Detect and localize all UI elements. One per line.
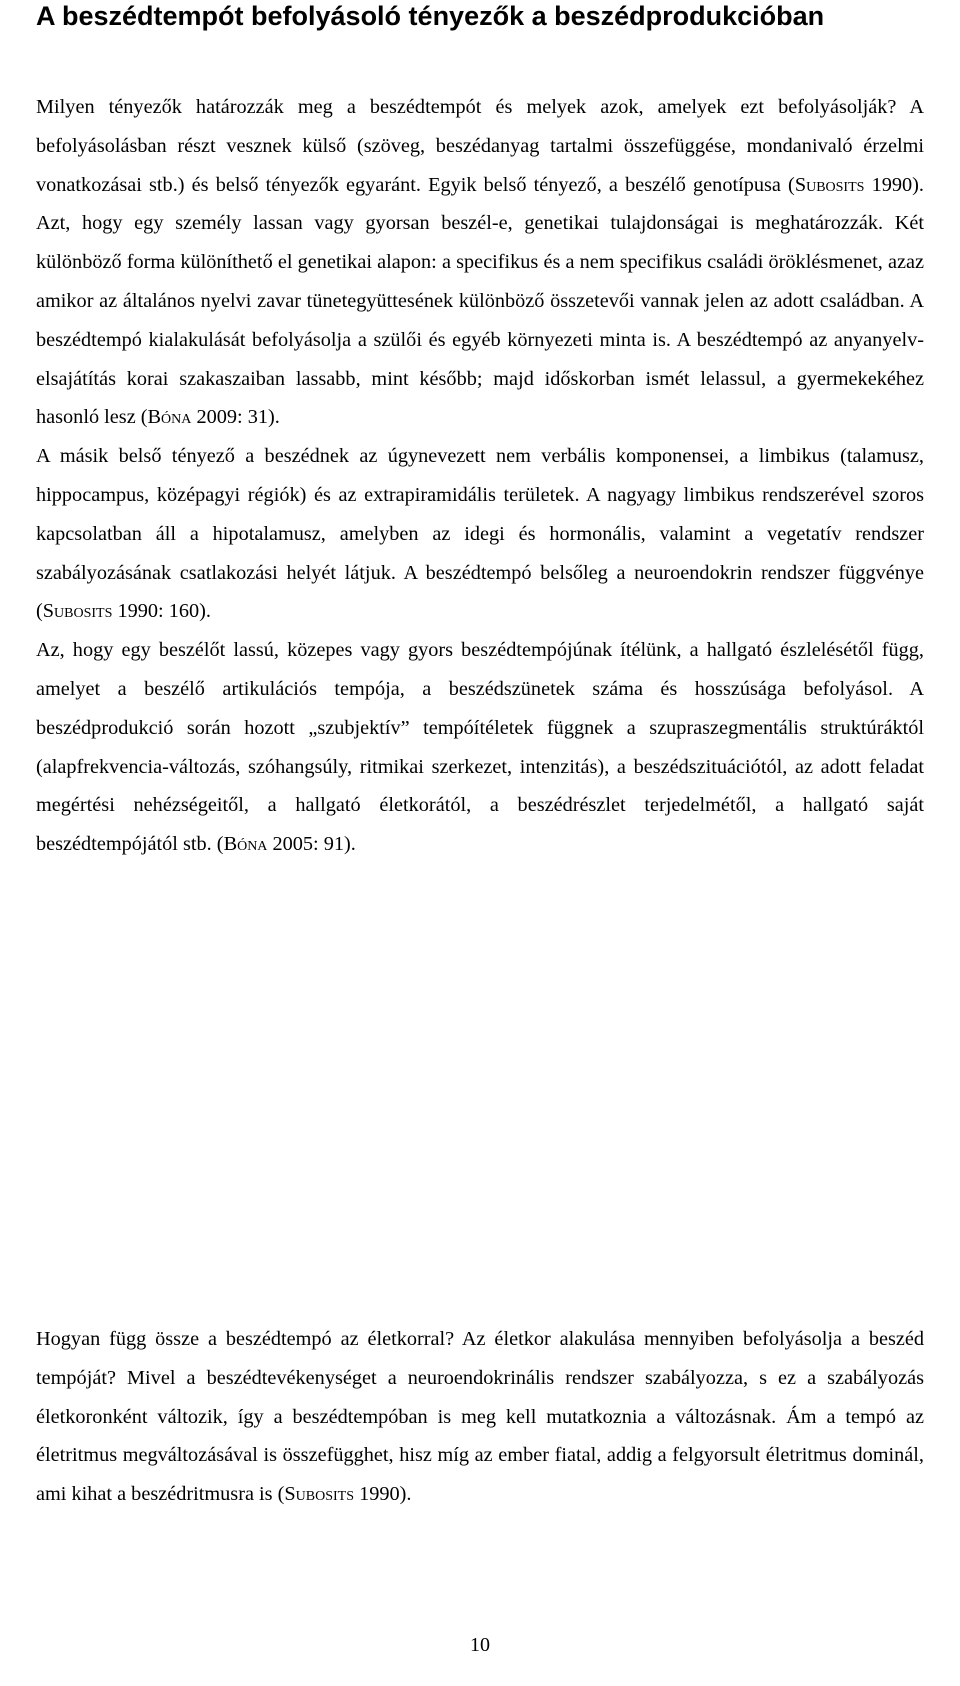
paragraph-3: [36, 631, 924, 864]
author-citation: Subosits: [794, 173, 865, 196]
text-run: 2005: 91).: [267, 833, 356, 856]
text-run: Az, hogy egy beszélőt lassú, közepes vagy gyors beszédtempójúnak ítélünk, a hallgató észlelésétől függ, amelyet a beszélő artikulációs tempója, a beszédszünetek száma és hosszúsága befolyásol. A beszédprodukció során hozott „szubjektív” tempóítéletek függnek a szupraszegmentális struktúráktól (alapfrekvencia-változás, szóhangsúly, ritmikai szerkezet, intenzitás), a beszédszituációtól, az adott feladat megértési nehézségeitől, a hallgató életkorától, a beszédrészlet terjedelmétől, a hallgató saját beszédtempójától stb. (: [36, 639, 924, 856]
paragraph-4: [36, 1320, 924, 1514]
text-block: [36, 88, 924, 864]
text-run: 1990: 160).: [112, 600, 211, 623]
author-citation: Bóna: [223, 833, 268, 856]
author-citation: Subosits: [42, 600, 113, 623]
text-block: [36, 1320, 924, 1514]
text-run: 1990).: [354, 1483, 412, 1506]
text-run: Hogyan függ össze a beszédtempó az életkorral? Az életkor alakulása mennyiben befolyásolja a beszéd tempóját? Mivel a beszédtevékenységet a neuroendokrinális rendszer szabályozza, s ez a szabályozás életkoronként változik, így a beszédtempóban is meg kell mutatkoznia a változásnak. Ám a tempó az életritmus megváltozásával is összefügghet, hisz míg az ember fiatal, addig a felgyorsult életritmus dominál, ami kihat a beszédritmusra is (: [36, 1328, 924, 1506]
text-run: Milyen tényezők határozzák meg a beszédtempót és melyek azok, amelyek ezt befolyásolják? A befolyásolásban részt vesznek külső (szöveg, beszédanyag tartalmi összefüggése, mondanivaló érzelmi vonatkozásai stb.) és belső tényezők egyaránt. Egyik belső tényező, a beszélő genotípusa (: [36, 96, 924, 196]
text-run: A másik belső tényező a beszédnek az úgynevezett nem verbális komponensei, a limbikus (talamusz, hippocampus, középagyi régiók) és az extrapiramidális területek. A nagyagy limbikus rendszerével szoros kapcsolatban áll a hipotalamusz, amelyben az idegi és hormonális, valamint a vegetatív rendszer szabályozásának csatlakozási helyét látjuk. A beszédtempó belsőleg a neuroendokrin rendszer függvénye (: [36, 445, 924, 623]
page-number: 10: [470, 1634, 490, 1656]
text-run: 1990). Azt, hogy egy személy lassan vagy gyorsan beszél-e, genetikai tulajdonságai is meghatározzák. Két különböző forma különíthető el genetikai alapon: a specifikus és a nem specifikus családi öröklésmenet, azaz amikor az általános nyelvi zavar tünetegyüttesének különböző összetevői vannak jelen az adott családban. A beszédtempó kialakulását befolyásolja a szülői és egyéb környezeti minta is. A beszédtempó az anyanyelv-elsajátítás korai szakaszaiban lassabb, mint később; majd időskorban ismét lelassul, a gyermekekéhez hasonló lesz (: [36, 173, 924, 429]
author-citation: Bóna: [147, 406, 192, 429]
page-title: A beszédtempót befolyásoló tényezők a beszédprodukcióban: [36, 1, 825, 31]
author-citation: Subosits: [284, 1483, 354, 1506]
text-run: 2009: 31).: [191, 406, 280, 429]
paragraph-1: [36, 88, 924, 437]
paragraph-2: [36, 437, 924, 631]
